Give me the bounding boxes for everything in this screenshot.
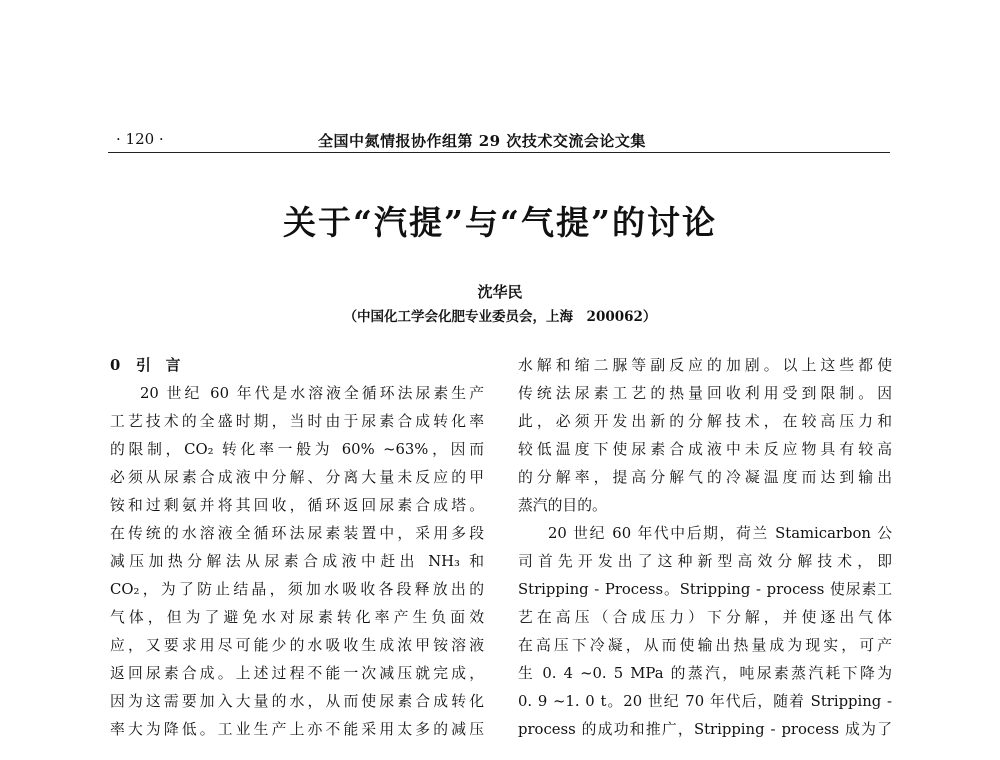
left-column xyxy=(110,352,484,744)
paragraph-line: 减压加热分解法从尿素合成液中赶出 NH₃ 和 xyxy=(110,553,484,570)
section-number: 0 xyxy=(110,357,121,374)
paragraph-line: 生 0. 4 ~0. 5 MPa 的蒸汽，吨尿素蒸汽耗下降为 xyxy=(518,665,892,682)
paragraph-line: 工艺技术的全盛时期，当时由于尿素合成转化率 xyxy=(110,413,484,430)
paragraph-line: 司首先开发出了这种新型高效分解技术，即 xyxy=(518,553,892,570)
section-title: 引 言 xyxy=(136,357,181,374)
paragraph-line: 水解和缩二脲等副反应的加剧。以上这些都使 xyxy=(518,357,892,374)
paragraph-line: 的限制，CO₂ 转化率一般为 60% ~63%，因而 xyxy=(110,441,484,458)
paragraph-line: 此，必须开发出新的分解技术，在较高压力和 xyxy=(518,413,892,430)
paragraph-line: 应，又要求用尽可能少的水吸收生成浓甲铵溶液 xyxy=(110,637,484,654)
paragraph-line: 返回尿素合成。上述过程不能一次减压就完成， xyxy=(110,665,484,682)
paragraph-line: process 的成功和推广，Stripping - process 成为了 xyxy=(518,721,892,738)
paragraph-line: 蒸汽的目的。 xyxy=(518,497,607,514)
proceedings-title: 全国中氮情报协作组第 29 次技术交流会论文集 xyxy=(318,132,646,150)
right-column xyxy=(518,352,892,744)
paragraph-line: 因为这需要加入大量的水，从而使尿素合成转化 xyxy=(110,693,484,710)
paragraph-line: 在高压下冷凝，从而使输出热量成为现实，可产 xyxy=(518,637,892,654)
paragraph-line: 20 世纪 60 年代中后期，荷兰 Stamicarbon 公 xyxy=(548,525,892,542)
paragraph-line: 较低温度下使尿素合成液中未反应物具有较高 xyxy=(518,441,892,458)
paragraph-line: 气体，但为了避免水对尿素转化率产生负面效 xyxy=(110,609,484,626)
running-header xyxy=(108,130,890,153)
author-affiliation: （中国化工学会化肥专业委员会，上海 200062） xyxy=(343,309,657,325)
paragraph-line: 艺在高压（合成压力）下分解，并使逐出气体 xyxy=(518,609,892,626)
section-heading xyxy=(110,352,484,380)
paragraph-line: 的分解率，提高分解气的冷凝温度而达到输出 xyxy=(518,469,892,486)
paragraph-line: 必须从尿素合成液中分解、分离大量未反应的甲 xyxy=(110,469,484,486)
paragraph-line: 在传统的水溶液全循环法尿素装置中，采用多段 xyxy=(110,525,484,542)
paragraph-line: Stripping - Process。Stripping - process 使尿素工 xyxy=(518,581,892,598)
paragraph-line: 20 世纪 60 年代是水溶液全循环法尿素生产 xyxy=(140,385,484,402)
author-name: 沈华民 xyxy=(477,283,523,301)
paragraph-line: CO₂，为了防止结晶，须加水吸收各段释放出的 xyxy=(110,581,484,598)
paragraph-line: 传统法尿素工艺的热量回收利用受到限制。因 xyxy=(518,385,892,402)
page-number: · 120 · xyxy=(116,130,164,148)
paragraph-line: 率大为降低。工业生产上亦不能采用太多的减压 xyxy=(110,721,484,738)
paragraph-line: 铵和过剩氨并将其回收，循环返回尿素合成塔。 xyxy=(110,497,484,514)
article-title: 关于“汽提”与“气提”的讨论 xyxy=(283,203,717,242)
paragraph-line: 0. 9 ~1. 0 t。20 世纪 70 年代后，随着 Stripping - xyxy=(518,693,892,710)
